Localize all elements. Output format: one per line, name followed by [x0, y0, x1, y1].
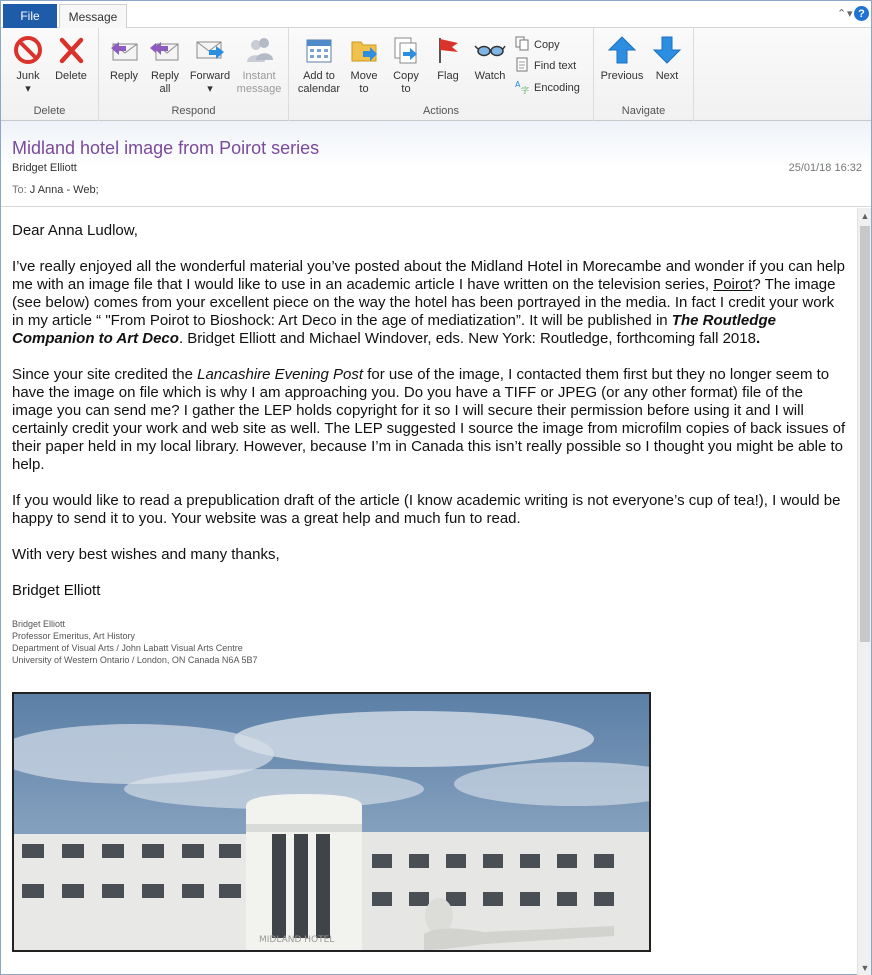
vertical-scrollbar[interactable]: [857, 208, 871, 975]
add-to-calendar-label-2: calendar: [297, 83, 341, 95]
encoding-button[interactable]: [515, 79, 580, 97]
find-text-icon: [515, 57, 530, 75]
poirot-link: Poirot: [713, 276, 753, 293]
copy-button[interactable]: [515, 36, 560, 54]
watch-label: Watch: [474, 70, 506, 82]
flag-icon: [432, 34, 464, 66]
help-icon[interactable]: ?: [854, 6, 869, 21]
delete-button[interactable]: [48, 34, 94, 83]
to-recipient[interactable]: J Anna - Web;: [29, 184, 99, 196]
watch-glasses-icon: [474, 34, 506, 66]
tab-file[interactable]: File: [3, 4, 57, 28]
message-date: 25/01/18 16:32: [788, 162, 862, 174]
copy-icon: [515, 36, 530, 54]
book-title: The Routledge Companion to Art Deco: [12, 312, 776, 347]
midland-hotel-photo: [12, 692, 651, 952]
instant-message-button[interactable]: [235, 34, 283, 96]
find-text-button[interactable]: [515, 57, 576, 75]
junk-label: Junk: [16, 70, 40, 82]
tab-message[interactable]: Message: [59, 4, 127, 29]
forward-icon: [194, 34, 226, 66]
reply-all-label-1: Reply: [150, 70, 180, 82]
to-line: [12, 184, 99, 196]
forward-dropdown-icon: ▾: [207, 83, 213, 95]
add-to-calendar-label-1: Add to: [303, 70, 335, 82]
p2-text-a: Since your site credited the: [12, 366, 198, 383]
move-to-label-1: Move: [350, 70, 378, 82]
copy-label: Copy: [534, 39, 560, 51]
message-subject: Midland hotel image from Poirot series: [12, 138, 320, 158]
delete-x-icon: [55, 34, 87, 66]
ribbon-options-icon[interactable]: ▾: [847, 8, 853, 20]
midland-hotel-image: [14, 694, 649, 950]
previous-button[interactable]: [598, 34, 646, 83]
reply-icon: [108, 34, 140, 66]
greeting: Dear Anna Ludlow,: [12, 222, 138, 239]
calendar-icon: [303, 34, 335, 66]
junk-icon: [12, 34, 44, 66]
instant-message-icon: [243, 34, 275, 66]
copy-to-label-1: Copy: [393, 70, 419, 82]
reply-all-button[interactable]: [142, 34, 188, 96]
find-text-label: Find text: [534, 60, 577, 72]
signoff: Bridget Elliott: [12, 582, 101, 599]
add-to-calendar-button[interactable]: [295, 34, 343, 96]
flag-button[interactable]: [425, 34, 471, 83]
arrow-down-icon: [651, 34, 683, 66]
ribbon: [1, 28, 871, 121]
move-to-button[interactable]: [341, 34, 387, 96]
junk-dropdown-icon: ▾: [25, 83, 31, 95]
forward-label: Forward: [189, 70, 231, 82]
previous-label: Previous: [600, 70, 644, 82]
closing: With very best wishes and many thanks,: [12, 546, 280, 563]
group-label-delete: Delete: [33, 105, 66, 117]
group-label-navigate: Navigate: [621, 105, 666, 117]
flag-label: Flag: [437, 70, 459, 82]
p1-text-a: I’ve really enjoyed all the wonderful material you’ve posted about the Midland Hotel in Morecambe and wonder if you can help me with an image file that I would like to use in an academic article I have written on the television series,: [12, 258, 845, 293]
move-to-folder-icon: [348, 34, 380, 66]
to-label: To:: [12, 184, 27, 196]
scroll-thumb[interactable]: [860, 226, 870, 642]
p1-period: .: [755, 330, 761, 347]
watch-button[interactable]: [467, 34, 513, 83]
reply-button[interactable]: [101, 34, 147, 83]
reply-label: Reply: [109, 70, 139, 82]
signature-line: Department of Visual Arts / John Labatt Visual Arts Centre: [12, 643, 243, 653]
ribbon-group-delete: [1, 28, 99, 121]
p1-text-b: ? The image (see below) comes from your excellent piece on the way the hotel has been portrayed in the media. In fact I credit your work in my article “ "From Poirot to Bioshock: Art Deco in the age of mediatization”. It will be published in: [12, 276, 836, 329]
arrow-up-icon: [606, 34, 638, 66]
p2-text-b: for use of the image, I contacted them first but they no longer seem to have the image on file which is why I am approaching you. Do you have a TIFF or JPEG (or any other format) file of the image you can send me? I gather the LEP holds copyright for it so I will secure their permission before using it and I will certainly credit your work and web site as well. The LEP suggested I source the image from microfilm copies of back issues of their paper held in my local library. However, because I’m in Canada this isn’t really possible so I thought you might be able to help.: [12, 366, 846, 473]
encoding-icon: [515, 79, 530, 97]
ribbon-group-respond: [99, 28, 289, 121]
junk-button[interactable]: [5, 34, 51, 96]
message-body: [1, 208, 857, 975]
next-label: Next: [655, 70, 679, 82]
signature-line: Professor Emeritus, Art History: [12, 631, 136, 641]
message-sender[interactable]: Bridget Elliott: [12, 162, 77, 174]
ribbon-group-navigate: [594, 28, 694, 121]
signature-line: Bridget Elliott: [12, 619, 66, 629]
ribbon-tab-row: [1, 1, 871, 28]
p1-text-c: . Bridget Elliott and Michael Windover, eds. New York: Routledge, forthcoming fall 2018: [178, 330, 756, 347]
reply-all-label-2: all: [159, 83, 171, 95]
body-paragraph-3: If you would like to read a prepublication draft of the article (I know academic writing is not everyone’s cup of tea!), I would be happy to send it to you. Your website was a great help and much fun to read.: [12, 492, 841, 527]
group-label-actions: Actions: [422, 105, 460, 117]
move-to-label-2: to: [359, 83, 369, 95]
forward-button[interactable]: [187, 34, 233, 96]
copy-to-label-2: to: [401, 83, 411, 95]
scroll-down-icon[interactable]: ▼: [860, 963, 870, 973]
next-button[interactable]: [644, 34, 690, 83]
message-header: [1, 121, 871, 207]
svg-text:A: A: [515, 80, 521, 89]
delete-label: Delete: [55, 70, 87, 82]
copy-to-button[interactable]: [383, 34, 429, 96]
scroll-up-icon[interactable]: ▲: [860, 211, 870, 221]
reply-all-icon: [149, 34, 181, 66]
instant-message-label-1: Instant: [242, 70, 276, 82]
copy-to-icon: [390, 34, 422, 66]
instant-message-label-2: message: [236, 83, 282, 95]
newspaper-title: Lancashire Evening Post: [197, 366, 364, 383]
signature-line: University of Western Ontario / London, ON Canada N6A 5B7: [12, 655, 258, 665]
ribbon-collapse-icon[interactable]: ⌃: [837, 8, 847, 20]
signature-block: [12, 618, 846, 666]
hotel-sign-text: MIDLAND HOTEL: [259, 935, 335, 945]
encoding-label: Encoding: [534, 82, 580, 94]
body-paragraph-2: [12, 366, 846, 474]
body-paragraph-1: [12, 258, 846, 348]
group-label-respond: Respond: [171, 105, 216, 117]
svg-text:字: 字: [521, 86, 529, 94]
